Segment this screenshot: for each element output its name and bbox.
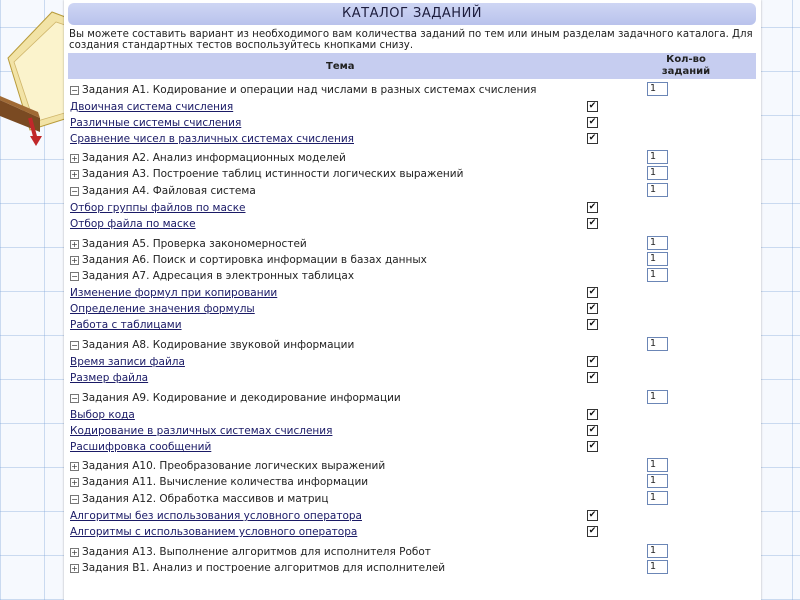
quantity-input[interactable]: 1 [647,150,668,164]
expand-icon[interactable]: + [71,462,78,471]
task-group-title: Задания А9. Кодирование и декодирование информации [82,392,401,404]
subtopic-checkbox[interactable]: ✔ [588,218,597,228]
task-group-title: Задания А4. Файловая система [82,185,256,197]
task-group-label [70,493,329,505]
task-group-row [70,252,760,268]
expand-icon[interactable]: + [71,240,78,249]
task-group-title: Задания А7. Адресация в электронных таблицах [82,270,355,282]
subtopic-row [70,317,760,333]
subtopic-checkbox[interactable]: ✔ [588,303,597,313]
subtopic-link[interactable]: Отбор файла по маске [70,218,196,230]
subtopic-row [70,200,760,216]
task-group-label [70,168,463,180]
column-count-header: Кол-во заданий [661,54,711,77]
quantity-input[interactable]: 1 [647,236,668,250]
task-group-row [70,236,760,252]
catalog-panel [64,0,761,600]
subtopic-link[interactable]: Выбор кода [70,409,135,421]
subtopic-link[interactable]: Время записи файла [70,356,185,368]
quantity-input[interactable]: 1 [647,560,668,574]
task-group-row [70,491,760,507]
quantity-input[interactable]: 1 [647,544,668,558]
intro-text: Вы можете составить вариант из необходимого вам количества заданий по тем или иным разделам задачного каталога. Для создания стандартных тестов воспользуйтесь кнопками снизу. [69,29,753,51]
subtopic-link[interactable]: Определение значения формулы [70,303,255,315]
task-group-label [70,152,346,164]
subtopic-link[interactable]: Отбор группы файлов по маске [70,202,246,214]
task-group-row [70,183,760,199]
subtopic-link[interactable]: Двоичная система счисления [70,101,234,113]
task-group-row [70,150,760,166]
subtopic-checkbox[interactable]: ✔ [588,101,597,111]
task-group-title: Задания А6. Поиск и сортировка информации в базах данных [82,254,427,266]
collapse-icon[interactable]: − [71,394,78,403]
quantity-input[interactable]: 1 [647,337,668,351]
page-title: КАТАЛОГ ЗАДАНИЙ [342,6,483,21]
task-group-label [70,392,401,404]
subtopic-row [70,115,760,131]
column-topic-header: Тема [326,61,355,72]
subtopic-link[interactable]: Сравнение чисел в различных системах счисления [70,133,354,145]
subtopic-link[interactable]: Алгоритмы с использованием условного оператора [70,526,358,538]
subtopic-row [70,439,760,455]
task-group-label [70,476,368,488]
subtopic-row [70,285,760,301]
subtopic-checkbox[interactable]: ✔ [588,372,597,382]
catalog-header [68,3,756,25]
task-group-label [70,238,307,250]
task-group-title: Задания А3. Построение таблиц истинности логических выражений [82,168,464,180]
task-group-row [70,268,760,284]
quantity-input[interactable]: 1 [647,268,668,282]
subtopic-checkbox[interactable]: ✔ [588,409,597,419]
subtopic-checkbox[interactable]: ✔ [588,202,597,212]
subtopic-row [70,301,760,317]
quantity-input[interactable]: 1 [647,183,668,197]
task-group-title: Задания А12. Обработка массивов и матриц [82,493,329,505]
quantity-input[interactable]: 1 [647,166,668,180]
task-group-row [70,337,760,353]
quantity-input[interactable]: 1 [647,474,668,488]
collapse-icon[interactable]: − [71,341,78,350]
subtopic-row [70,216,760,232]
task-group-title: Задания В1. Анализ и построение алгоритмов для исполнителей [82,562,446,574]
task-group-label [70,270,354,282]
task-group-label [70,339,354,351]
subtopic-checkbox[interactable]: ✔ [588,287,597,297]
task-group-label [70,185,256,197]
task-group-title: Задания А11. Вычисление количества информации [82,476,369,488]
subtopic-checkbox[interactable]: ✔ [588,510,597,520]
task-group-row [70,166,760,182]
subtopic-row [70,370,760,386]
subtopic-row [70,354,760,370]
subtopic-checkbox[interactable]: ✔ [588,441,597,451]
task-group-row [70,82,760,98]
task-group-title: Задания А13. Выполнение алгоритмов для исполнителя Робот [82,546,431,558]
task-group-label [70,254,427,266]
task-group-title: Задания А2. Анализ информационных моделей [82,152,346,164]
subtopic-row [70,99,760,115]
subtopic-link[interactable]: Размер файла [70,372,149,384]
task-group-label [70,460,385,472]
collapse-icon[interactable]: − [71,495,78,504]
expand-icon[interactable]: + [71,170,78,179]
task-group-title: Задания А10. Преобразование логических выражений [82,460,386,472]
subtopic-checkbox[interactable]: ✔ [588,526,597,536]
subtopic-link[interactable]: Расшифровка сообщений [70,441,212,453]
task-group-label [70,562,445,574]
subtopic-row [70,407,760,423]
task-group-label [70,84,537,96]
subtopic-checkbox[interactable]: ✔ [588,425,597,435]
subtopic-link[interactable]: Различные системы счисления [70,117,242,129]
subtopic-row [70,508,760,524]
quantity-input[interactable]: 1 [647,252,668,266]
table-header [68,53,756,79]
subtopic-checkbox[interactable]: ✔ [588,356,597,366]
collapse-icon[interactable]: − [71,272,78,281]
task-group-title: Задания А1. Кодирование и операции над числами в разных системах счисления [82,84,537,96]
quantity-input[interactable]: 1 [647,491,668,505]
expand-icon[interactable]: + [71,564,78,573]
task-group-row [70,458,760,474]
subtopic-link[interactable]: Изменение формул при копировании [70,287,278,299]
subtopic-checkbox[interactable]: ✔ [588,117,597,127]
task-group-title: Задания А5. Проверка закономерностей [82,238,307,250]
task-group-row [70,390,760,406]
quantity-input[interactable]: 1 [647,458,668,472]
subtopic-link[interactable]: Работа с таблицами [70,319,182,331]
expand-icon[interactable]: + [71,154,78,163]
task-group-row [70,544,760,560]
expand-icon[interactable]: + [71,548,78,557]
collapse-icon[interactable]: − [71,86,78,95]
subtopic-row [70,131,760,147]
quantity-input[interactable]: 1 [647,390,668,404]
subtopic-checkbox[interactable]: ✔ [588,133,597,143]
subtopic-link[interactable]: Алгоритмы без использования условного оператора [70,510,362,522]
task-group-row [70,560,760,576]
expand-icon[interactable]: + [71,478,78,487]
subtopic-link[interactable]: Кодирование в различных системах счисления [70,425,333,437]
subtopic-row [70,524,760,540]
subtopic-row [70,423,760,439]
quantity-input[interactable]: 1 [647,82,668,96]
task-group-label [70,546,431,558]
book-illustration [0,0,70,160]
subtopic-checkbox[interactable]: ✔ [588,319,597,329]
task-group-row [70,474,760,490]
collapse-icon[interactable]: − [71,187,78,196]
expand-icon[interactable]: + [71,256,78,265]
task-group-title: Задания А8. Кодирование звуковой информации [82,339,355,351]
